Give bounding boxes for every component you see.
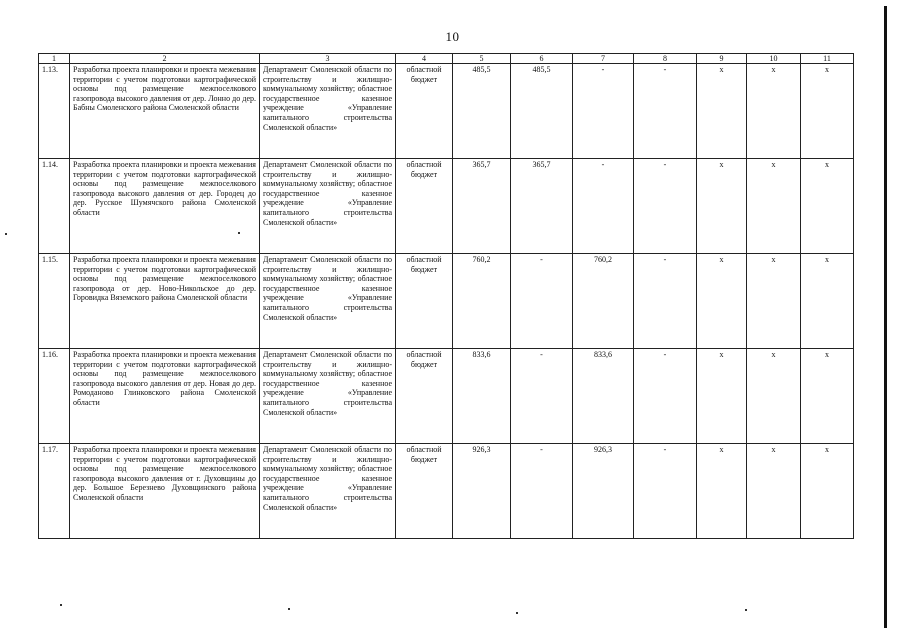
row-number: 1.15. <box>39 254 70 349</box>
value-col-7: - <box>573 64 634 159</box>
value-col-8: - <box>634 159 697 254</box>
row-number: 1.16. <box>39 349 70 444</box>
value-col-5: 485,5 <box>453 64 511 159</box>
value-col-8: - <box>634 444 697 539</box>
activity-name: Разработка проекта планировки и проекта межевания территории с учетом подготовки картографической основы под размещение межпоселкового газопровода высокого давления от г. Духовщины до дер. Большое Березнево Духовщинского района Смоленской области <box>70 444 260 539</box>
value-col-7: 833,6 <box>573 349 634 444</box>
scan-speck <box>516 612 518 614</box>
funding-source: областной бюджет <box>396 159 453 254</box>
value-col-6: - <box>511 254 573 349</box>
value-col-7: 760,2 <box>573 254 634 349</box>
table-row <box>39 159 854 254</box>
executor: Департамент Смоленской области по строительству и жилищно-коммунальному хозяйству; областное государственное казенное учреждение «Управление капитального строительства Смоленской области» <box>260 254 396 349</box>
scan-speck <box>238 232 240 234</box>
scan-speck <box>5 233 7 235</box>
value-col-9: х <box>697 64 747 159</box>
value-col-10: х <box>747 64 801 159</box>
value-col-8: - <box>634 349 697 444</box>
scan-speck <box>288 608 290 610</box>
header-cell: 7 <box>573 54 634 64</box>
value-col-5: 760,2 <box>453 254 511 349</box>
value-col-8: - <box>634 64 697 159</box>
header-cell: 2 <box>70 54 260 64</box>
value-col-10: х <box>747 159 801 254</box>
activity-name: Разработка проекта планировки и проекта межевания территории с учетом подготовки картографической основы под размещение межпоселкового газопровода высокого давления от дер. Городец до дер. Русское Шумячского района Смоленской области <box>70 159 260 254</box>
table-row <box>39 444 854 539</box>
value-col-5: 365,7 <box>453 159 511 254</box>
scan-speck <box>60 604 62 606</box>
activity-name: Разработка проекта планировки и проекта межевания территории с учетом подготовки картографической основы под размещение межпоселкового газопровода высокого давления от дер. Лонно до дер. Бабны Смоленского района Смоленской области <box>70 64 260 159</box>
table-row <box>39 64 854 159</box>
value-col-10: х <box>747 254 801 349</box>
executor: Департамент Смоленской области по строительству и жилищно-коммунальному хозяйству; областное государственное казенное учреждение «Управление капитального строительства Смоленской области» <box>260 444 396 539</box>
funding-source: областной бюджет <box>396 444 453 539</box>
header-cell: 3 <box>260 54 396 64</box>
header-cell: 4 <box>396 54 453 64</box>
header-cell: 8 <box>634 54 697 64</box>
value-col-7: - <box>573 159 634 254</box>
value-col-6: 365,7 <box>511 159 573 254</box>
page-number: 10 <box>445 29 460 44</box>
table-row <box>39 254 854 349</box>
value-col-11: х <box>801 444 854 539</box>
value-col-9: х <box>697 254 747 349</box>
activity-name: Разработка проекта планировки и проекта межевания территории с учетом подготовки картографической основы под размещение межпоселкового газопровода высокого давления от дер. Новая до дер. Ромоданово Глинковского района Смоленской области <box>70 349 260 444</box>
header-cell: 1 <box>39 54 70 64</box>
funding-source: областной бюджет <box>396 64 453 159</box>
value-col-11: х <box>801 254 854 349</box>
scan-edge-bar <box>884 6 887 628</box>
header-cell: 5 <box>453 54 511 64</box>
table-row <box>39 349 854 444</box>
value-col-8: - <box>634 254 697 349</box>
value-col-10: х <box>747 349 801 444</box>
value-col-6: - <box>511 349 573 444</box>
value-col-9: х <box>697 444 747 539</box>
program-activities-table <box>38 53 854 539</box>
row-number: 1.14. <box>39 159 70 254</box>
funding-source: областной бюджет <box>396 254 453 349</box>
value-col-11: х <box>801 64 854 159</box>
row-number: 1.17. <box>39 444 70 539</box>
header-cell: 6 <box>511 54 573 64</box>
value-col-10: х <box>747 444 801 539</box>
value-col-6: - <box>511 444 573 539</box>
value-col-5: 926,3 <box>453 444 511 539</box>
value-col-11: х <box>801 159 854 254</box>
value-col-7: 926,3 <box>573 444 634 539</box>
activity-name: Разработка проекта планировки и проекта межевания территории с учетом подготовки картографической основы под размещение межпоселкового газопровода от дер. Ново-Никольское до дер. Горовидка Вяземского района Смоленской области <box>70 254 260 349</box>
row-number: 1.13. <box>39 64 70 159</box>
value-col-9: х <box>697 349 747 444</box>
value-col-6: 485,5 <box>511 64 573 159</box>
scan-speck <box>745 609 747 611</box>
column-number-header <box>39 54 854 64</box>
value-col-5: 833,6 <box>453 349 511 444</box>
header-cell: 9 <box>697 54 747 64</box>
value-col-9: х <box>697 159 747 254</box>
value-col-11: х <box>801 349 854 444</box>
executor: Департамент Смоленской области по строительству и жилищно-коммунальному хозяйству; областное государственное казенное учреждение «Управление капитального строительства Смоленской области» <box>260 159 396 254</box>
header-cell: 10 <box>747 54 801 64</box>
header-cell: 11 <box>801 54 854 64</box>
executor: Департамент Смоленской области по строительству и жилищно-коммунальному хозяйству; областное государственное казенное учреждение «Управление капитального строительства Смоленской области» <box>260 349 396 444</box>
executor: Департамент Смоленской области по строительству и жилищно-коммунальному хозяйству; областное государственное казенное учреждение «Управление капитального строительства Смоленской области» <box>260 64 396 159</box>
funding-source: областной бюджет <box>396 349 453 444</box>
